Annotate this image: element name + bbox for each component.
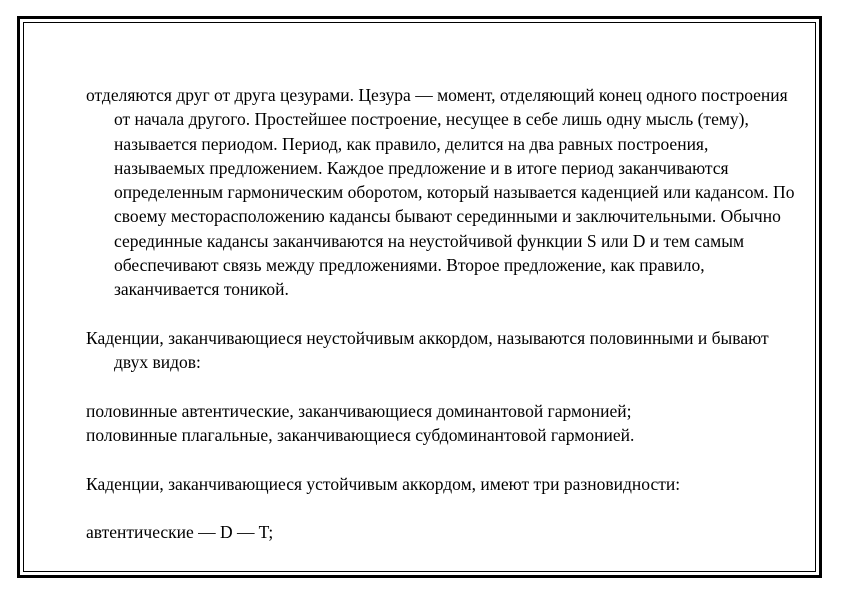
list-item-half-authentic: половинные автентические, заканчивающиеся доминантовой гармонией; (86, 400, 632, 421)
paragraph-spacer (86, 447, 798, 471)
paragraph-spacer (86, 496, 798, 520)
paragraph-full-cadences: Каденции, заканчивающиеся устойчивым аккордом, имеют три разновидности: (86, 473, 681, 494)
list-item-authentic: автентические — D — T; (86, 522, 274, 543)
paragraph-spacer (86, 302, 798, 326)
paragraph-spacer (86, 375, 798, 399)
paragraph-half-cadences: Каденции, заканчивающиеся неустойчивым аккордом, называются половинными и бывают двух видов: (86, 327, 769, 373)
list-item-half-plagal: половинные плагальные, заканчивающиеся субдоминантовой гармонией. (86, 425, 635, 446)
document-body (86, 83, 798, 545)
paragraph-cesura-period: отделяются друг от друга цезурами. Цезура — момент, отделяющий конец одного построения от начала другого. Простейшее построение, несущее в себе лишь одну мысль (тему), называется периодом. Период, как правило, делится на два равных построения, называемых предложением. Каждое предложение и в итоге период заканчиваются определенным гармоническим оборотом, который называется каденцией или кадансом. По своему месторасположению кадансы бывают серединными и заключительными. Обычно серединные кадансы заканчиваются на неустойчивой функции S или D и тем самым обеспечивают связь между предложениями. Второе предложение, как правило, заканчивается тоникой. (86, 85, 795, 300)
